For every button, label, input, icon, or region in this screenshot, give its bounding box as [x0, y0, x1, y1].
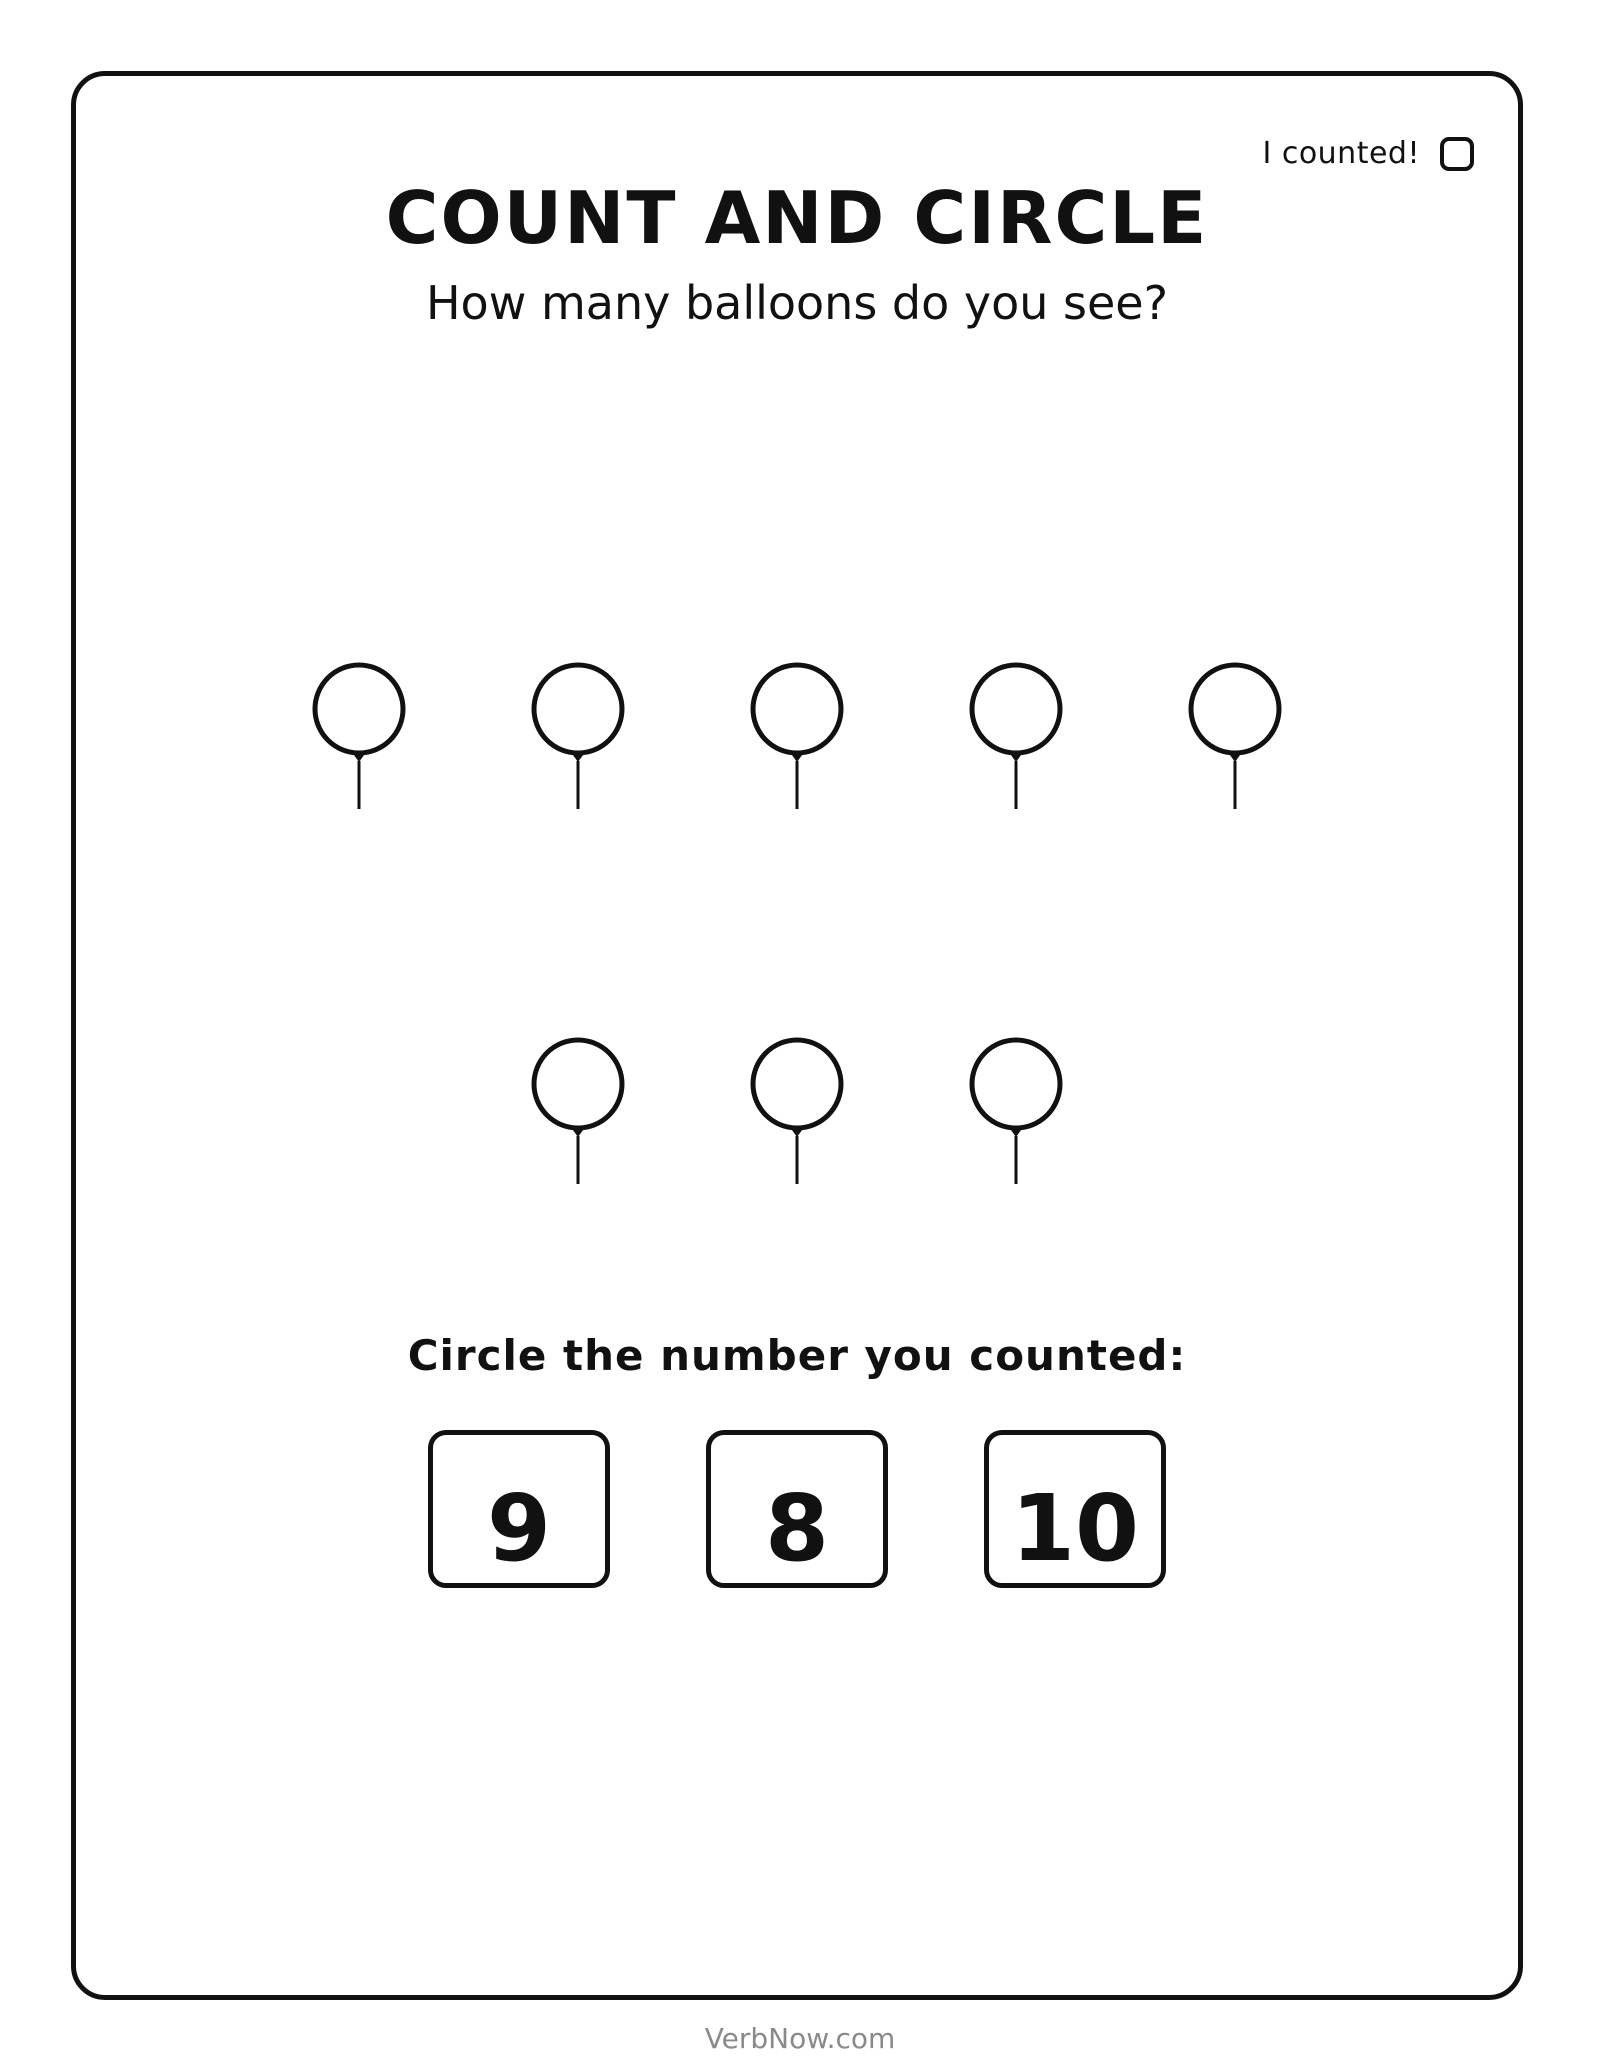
balloon-icon: [753, 1040, 841, 1184]
balloon-body: [315, 665, 403, 753]
answer-prompt: Circle the number you counted:: [407, 1331, 1187, 1380]
balloon-knot: [570, 1126, 586, 1137]
counted-checkbox[interactable]: [1440, 137, 1474, 171]
balloon-illustration: [76, 76, 1518, 1995]
balloon-body: [534, 1040, 622, 1128]
balloon-knot: [1008, 751, 1024, 762]
counted-checkbox-label: I counted!: [1262, 136, 1420, 171]
footer-site-name: VerbNow.com: [704, 2022, 896, 2055]
balloon-knot: [1227, 751, 1243, 762]
balloon-icon: [972, 1040, 1060, 1184]
balloon-icon: [534, 665, 622, 809]
worksheet-title: COUNT AND CIRCLE: [385, 176, 1209, 260]
balloon-icon: [753, 665, 841, 809]
answer-choices: [76, 1430, 1518, 1588]
answer-choice-1[interactable]: 9: [428, 1430, 610, 1588]
balloon-body: [534, 665, 622, 753]
balloon-knot: [789, 751, 805, 762]
balloon-knot: [351, 751, 367, 762]
balloon-icon: [534, 1040, 622, 1184]
balloon-body: [1191, 665, 1279, 753]
balloon-icon: [315, 665, 403, 809]
answer-choice-3[interactable]: 10: [984, 1430, 1166, 1588]
balloon-body: [972, 665, 1060, 753]
balloon-icon: [1191, 665, 1279, 809]
counted-checkbox-row[interactable]: [1262, 136, 1474, 171]
balloon-knot: [570, 751, 586, 762]
balloon-body: [972, 1040, 1060, 1128]
worksheet-frame: [71, 71, 1523, 2000]
answer-choice-2[interactable]: 8: [706, 1430, 888, 1588]
balloon-knot: [1008, 1126, 1024, 1137]
balloon-icon: [972, 665, 1060, 809]
balloon-body: [753, 1040, 841, 1128]
balloon-body: [753, 665, 841, 753]
worksheet-subtitle: How many balloons do you see?: [425, 276, 1169, 330]
balloon-knot: [789, 1126, 805, 1137]
